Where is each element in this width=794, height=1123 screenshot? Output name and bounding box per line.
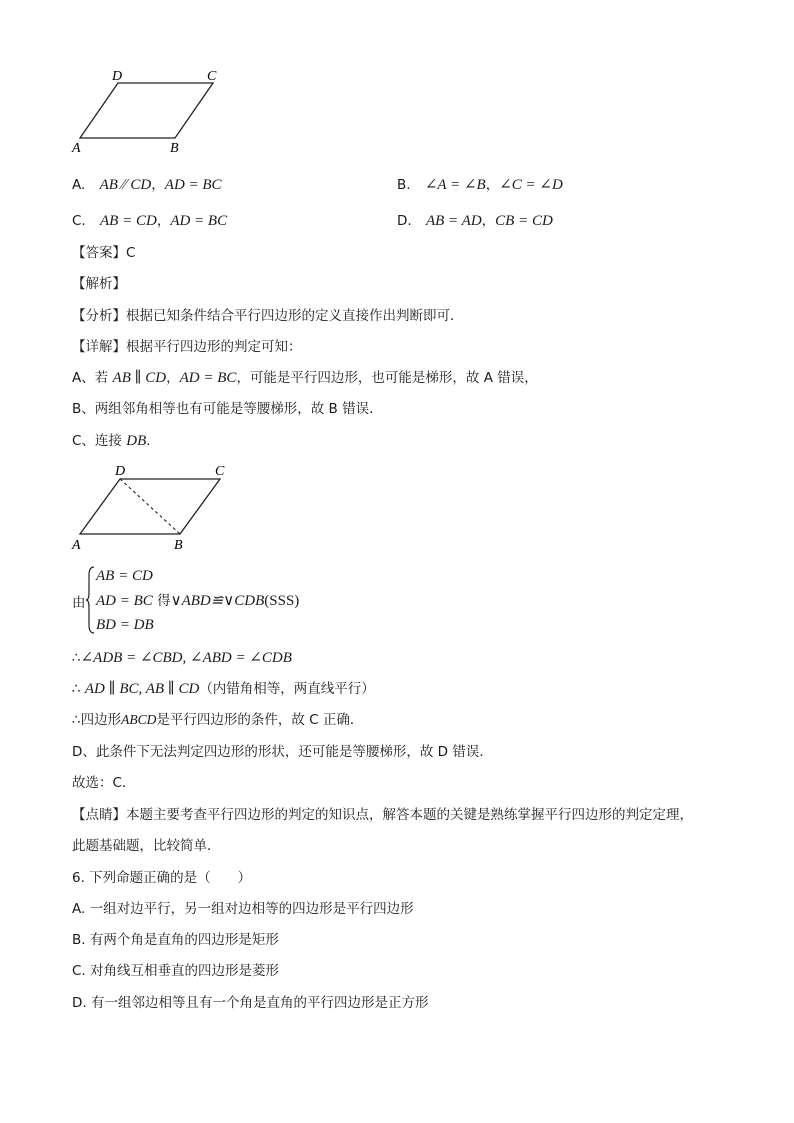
option-a [72,175,222,195]
therefore-1 [72,648,292,668]
therefore-3 [72,710,363,730]
q6-option-d [72,993,428,1013]
fenxi-tag: 【分析】 [72,308,126,324]
q6-option-c [72,961,279,981]
option-expr: AB ∕∕ CD [99,177,152,193]
option-letter: B. [397,177,411,193]
option-letter: D. [397,213,412,229]
system-brace [86,565,96,635]
label-B: B [170,141,179,156]
option-expr: ∠A = ∠B [424,177,486,193]
line-d: D、此条件下无法判定四边形的形状，还可能是等腰梯形，故 D 错误． [72,744,493,760]
dianjing-tag: 【点睛】 [72,807,126,823]
detail-line [72,337,302,357]
line-rest: 是平行四边形的条件，故 C 正确． [156,712,364,728]
option-c [72,211,227,231]
therefore-symbol: ∴四边形 [72,712,122,728]
line-prefix: A、若 [72,370,109,386]
math-expr: AB = CD [96,568,153,584]
separator: ， [151,177,165,193]
choice-line: 故选：C． [72,775,136,791]
label-A: A [72,141,81,156]
q6-option-a [72,899,414,919]
line-a [72,368,538,388]
option-text: 对角线互相垂直的四边形是菱形 [90,963,280,979]
diagonal-db [120,479,180,534]
therefore-symbol: ∴ [72,681,81,697]
q6-option-b [72,930,279,950]
answer-tag: 【答案】 [72,245,126,261]
option-expr: AB = CD [100,213,157,229]
math-expr: DB [126,433,147,449]
detail-text: 根据平行四边形的判定可知： [126,339,302,355]
option-letter: B. [72,932,86,948]
reason-note: （内错角相等，两直线平行） [199,681,375,697]
detail-tag: 【详解】 [72,339,126,355]
parallelogram-figure-2 [60,458,260,558]
option-b [397,175,563,195]
option-letter: C. [72,963,86,979]
dianjing-text: 本题主要考查平行四边形的判定的知识点，解答本题的关键是熟练掌握平行四边形的判定定理， [126,807,693,823]
label-A: A [72,538,81,553]
system-eq2 [96,591,299,611]
option-expr: ∠C = ∠D [499,177,563,193]
line-c [72,431,160,451]
option-expr: AB = AD [425,213,482,229]
option-d [397,211,553,231]
line-b: B、两组邻角相等也有可能是等腰梯形，故 B 错误． [72,401,383,417]
line-prefix: C、连接 [72,433,122,449]
math-expr: AD = BC [96,593,153,609]
math-expr: AB ∥ CD [112,370,167,386]
answer-line [72,243,135,263]
system-you: 由 [72,595,86,611]
math-expr: BD = DB [96,617,154,633]
math-expr: ABCD [121,712,157,727]
line-rest: ，可能是平行四边形，也可能是梯形，故 A 错误， [236,370,538,386]
separator: ， [485,177,500,193]
parallelogram-shape [80,479,220,534]
fenxi-line [72,306,464,326]
option-text: 有一组邻边相等且有一个角是直角的平行四边形是正方形 [90,995,429,1011]
math-expr: ∠ADB = ∠CBD, ∠ABD = ∠CDB [80,650,292,666]
dianjing-line [72,805,693,825]
therefore-2 [72,679,375,699]
label-D: D [115,464,126,479]
parallelogram-shape [80,83,213,138]
option-text: 有两个角是直角的四边形是矩形 [89,932,279,948]
sss-label: (SSS) [264,593,300,609]
answer-value: C [126,245,136,261]
therefore-symbol: ∴ [72,650,81,666]
separator: ， [481,213,496,229]
option-expr: AD = BC [170,213,228,229]
option-expr: CB = CD [495,213,553,229]
math-expr: AD ∥ BC, AB ∥ CD [84,681,200,697]
label-D: D [112,69,123,84]
congruence-expr: ∨ABD≌∨CDB [170,593,265,609]
option-letter: D. [72,995,87,1011]
option-letter: A. [72,901,86,917]
option-letter: C. [72,213,86,229]
option-letter: A. [72,177,86,193]
option-text: 一组对边平行，另一组对边相等的四边形是平行四边形 [89,901,414,917]
q6-stem: 6. 下列命题正确的是（ ） [72,870,252,886]
separator: ， [156,213,171,229]
analysis-tag: 【解析】 [72,276,126,292]
parallelogram-figure-1 [60,62,260,162]
label-B: B [174,538,183,553]
system-eq1 [96,566,153,586]
math-expr: AD = BC [179,370,237,386]
system-de: 得 [157,593,171,609]
option-expr: AD = BC [164,177,222,193]
line-suffix: ． [146,433,160,449]
label-C: C [215,464,225,479]
label-C: C [207,69,217,84]
fenxi-text: 根据已知条件结合平行四边形的定义直接作出判断即可． [126,308,464,324]
separator: ， [166,370,180,386]
dianjing-line-2: 此题基础题，比较简单． [72,838,221,854]
system-eq3 [96,615,154,635]
